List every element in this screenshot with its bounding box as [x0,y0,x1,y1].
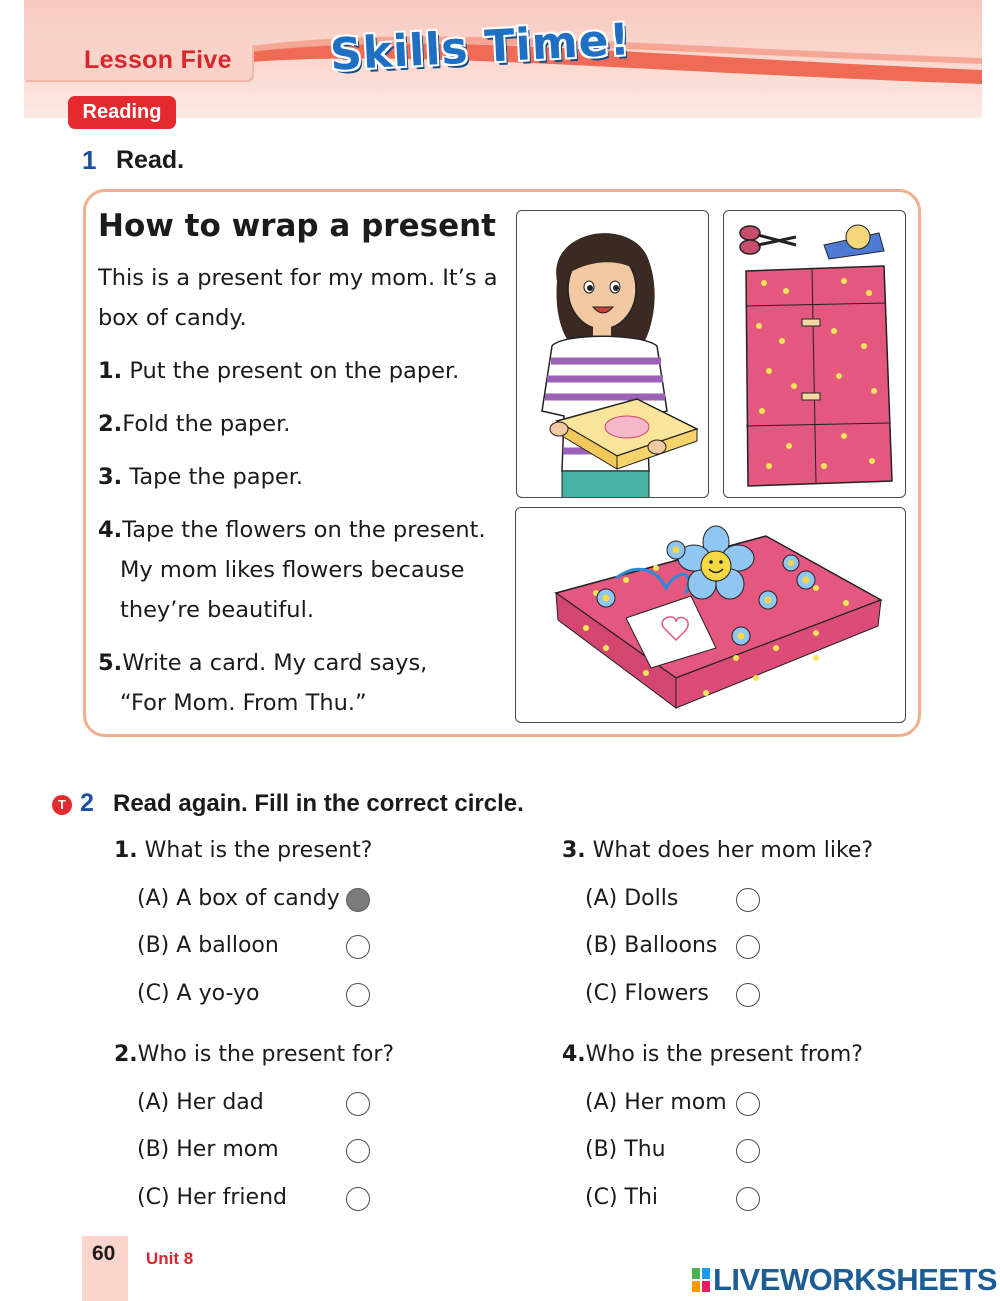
liveworksheets-mark-icon [692,1268,710,1292]
section1-number: 1 [82,145,97,175]
lesson-label: Lesson Five [84,46,232,74]
question-number: 4. [562,1042,586,1067]
story-title: How to wrap a present [98,208,496,244]
step-text: Write a card. My card says, [122,650,428,676]
question-2 [114,1042,394,1067]
question-text: Who is the present from? [585,1042,863,1067]
q2-option-c: (C) Her friend [137,1185,287,1210]
step-number: 3. [98,464,123,490]
wrapped-box-illustration [723,210,906,498]
q1-option-c: (C) A yo-yo [137,981,260,1006]
question-text: Who is the present for? [137,1042,395,1067]
question-1 [114,838,372,863]
q3-option-b-radio[interactable] [736,935,760,959]
section1-title: Read. [116,146,185,174]
q4-option-c-radio[interactable] [736,1187,760,1211]
story-intro [98,258,498,338]
q1-option-b: (B) A balloon [137,933,279,958]
q4-option-b: (B) Thu [585,1137,666,1162]
q3-option-a: (A) Dolls [585,886,679,911]
q3-option-b: (B) Balloons [585,933,718,958]
step-text: Put the present on the paper. [129,358,460,384]
q4-option-c: (C) Thi [585,1185,659,1210]
girl-with-present-illustration [516,210,709,498]
q2-option-b-radio[interactable] [346,1139,370,1163]
question-number: 2. [114,1042,138,1067]
story-intro-line1: This is a present for my mom. It’s a [98,265,498,291]
step-number: 1. [98,358,123,384]
q4-option-a: (A) Her mom [585,1090,727,1115]
question-4 [562,1042,863,1067]
story-step [98,404,290,444]
q1-option-b-radio[interactable] [346,935,370,959]
q2-option-a: (A) Her dad [137,1090,264,1115]
step-number: 2. [98,411,123,437]
section2-title: Read again. Fill in the correct circle. [113,790,524,817]
q3-option-a-radio[interactable] [736,888,760,912]
story-step [98,643,427,723]
q2-option-a-radio[interactable] [346,1092,370,1116]
step-text: Fold the paper. [122,411,291,437]
step-number: 4. [98,517,123,543]
unit-label: Unit 8 [146,1249,194,1268]
section2-number: 2 [80,789,94,817]
q1-option-a-radio[interactable] [346,888,370,912]
story-step [98,510,486,630]
page-number: 60 [92,1242,116,1265]
teacher-icon: T [52,795,72,815]
story-intro-line2: box of candy. [98,305,247,331]
brand-text: LIVEWORKSHEETS [713,1262,998,1297]
question-text: What is the present? [144,838,373,863]
liveworksheets-logo [692,1262,997,1298]
step-text: Tape the paper. [129,464,304,490]
story-step [98,457,303,497]
question-3 [562,838,873,863]
question-text: What does her mom like? [592,838,874,863]
reading-badge: Reading [68,96,176,129]
decorated-present-illustration [515,507,906,723]
step-number: 5. [98,650,123,676]
question-number: 3. [562,838,586,863]
q4-option-b-radio[interactable] [736,1139,760,1163]
step-text-continued: My mom likes flowers because [120,557,465,583]
skills-time-title: Skills Time! [328,14,632,81]
q1-option-a: (A) A box of candy [137,886,340,911]
story-step [98,351,459,391]
q4-option-a-radio[interactable] [736,1092,760,1116]
question-number: 1. [114,838,138,863]
q2-option-c-radio[interactable] [346,1187,370,1211]
step-text: Tape the flowers on the present. [122,517,486,543]
q3-option-c: (C) Flowers [585,981,709,1006]
q3-option-c-radio[interactable] [736,983,760,1007]
step-text-continued: “For Mom. From Thu.” [120,690,367,716]
step-text-continued: they’re beautiful. [120,597,314,623]
q2-option-b: (B) Her mom [137,1137,279,1162]
q1-option-c-radio[interactable] [346,983,370,1007]
